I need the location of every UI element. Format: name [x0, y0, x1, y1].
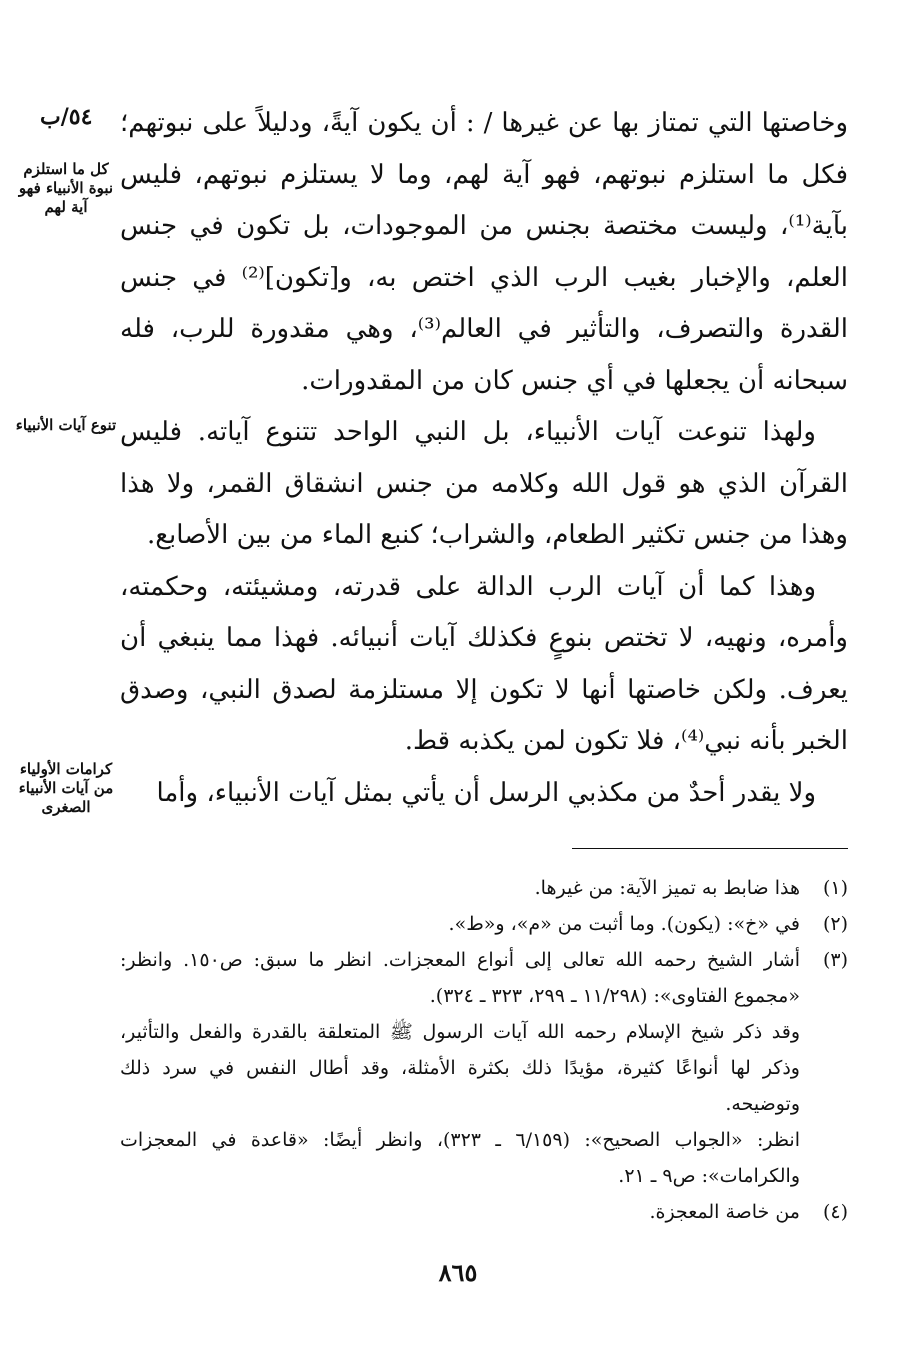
margin-note-saints-miracles: كرامات الأولياء من آيات الأنبياء الصغرى — [18, 760, 114, 816]
footnote — [120, 870, 848, 906]
margin-note-verse-criterion: كل ما استلزم نبوة الأنبياء فهو آية لهم — [18, 160, 114, 216]
footnote — [120, 1194, 848, 1230]
footnote — [120, 942, 848, 1014]
footnotes — [120, 870, 848, 1230]
paragraph: وخاصتها التي تمتاز بها عن غيرها / : أن يكون آيةً، ودليلاً على نبوتهم؛ فكل ما استلزم نبوتهم، فهو آية لهم، وما لا يستلزم نبوتهم، فليس بآية⁽¹⁾، وليست مختصة بجنس من الموجودات، بل تكون في جنس العلم، والإخبار بغيب الرب الذي اختص به، و[تكون]⁽²⁾ في جنس القدرة والتصرف، والتأثير في العالم⁽³⁾، وهي مقدورة للرب، فله سبحانه أن يجعلها في أي جنس كان من المقدورات. — [120, 108, 849, 396]
page-number: ٨٦٥ — [438, 1258, 478, 1287]
footnote-text: في «خ»: (يكون). وما أثبت من «م»، و«ط». — [448, 913, 800, 935]
paragraph: ولهذا تنوعت آيات الأنبياء، بل النبي الواحد تتنوع آياته. فليس القرآن الذي هو قول الله وكلامه من جنس انشقاق القمر، ولا هذا وهذا من جنس تكثير الطعام، والشراب؛ كنبع الماء من بين الأصابع. — [120, 417, 848, 550]
footnote-text: هذا ضابط به تميز الآية: من غيرها. — [534, 877, 800, 899]
footnote-number: (٤) — [822, 1201, 848, 1223]
folio-marker: ٥٤/ب — [40, 104, 93, 130]
footnote — [120, 906, 848, 942]
footnote-number: (١) — [822, 877, 848, 899]
paragraph: ولا يقدر أحدٌ من مكذبي الرسل أن يأتي بمثل آيات الأنبياء، وأما — [156, 777, 816, 808]
main-text — [120, 98, 848, 819]
footnote-text: أشار الشيخ رحمه الله تعالى إلى أنواع المعجزات. انظر ما سبق: ص١٥٠. وانظر: «مجموع الفتاوى»: (١١/٢٩٨ ـ ٢٩٩، ٣٢٣ ـ ٣٢٤). — [120, 949, 801, 1007]
footnote-separator — [572, 848, 848, 849]
footnote-continuation: وقد ذكر شيخ الإسلام رحمه الله آيات الرسول ﷺ المتعلقة بالقدرة والفعل والتأثير، وذكر لها أنواعًا كثيرة، مؤيدًا ذلك بكثرة الأمثلة، وقد أطال النفس في سرد ذلك وتوضيحه. — [120, 1021, 800, 1115]
margin-note-prophets-signs-variety: تنوع آيات الأنبياء — [15, 416, 117, 434]
footnote-text: من خاصة المعجزة. — [649, 1201, 800, 1223]
paragraph: وهذا كما أن آيات الرب الدالة على قدرته، ومشيئته، وحكمته، وأمره، ونهيه، لا تختص بنوعٍ فكذلك آيات أنبيائه. فهذا مما ينبغي أن يعرف. ولكن خاصتها أنها لا تكون إلا مستلزمة لصدق النبي، وصدق الخبر بأنه نبي⁽⁴⁾، فلا تكون لمن يكذبه قط. — [120, 571, 848, 756]
footnote-number: (٣) — [822, 949, 848, 971]
footnote-number: (٢) — [822, 913, 848, 935]
footnote-continuation: انظر: «الجواب الصحيح»: (٦/١٥٩ ـ ٣٢٣)، وانظر أيضًا: «قاعدة في المعجزات والكرامات»: ص٩ ـ ٢١. — [120, 1129, 800, 1187]
